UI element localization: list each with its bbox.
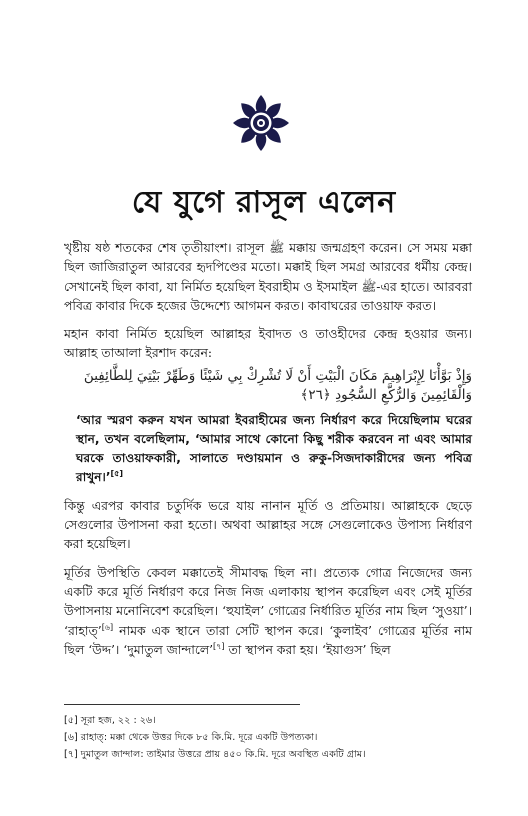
footnote-6: [৬] রাহাত্: মক্কা থেকে উত্তর দিকে ৮৫ কি.মি. দূরে একটি উপত্যকা।	[64, 732, 318, 743]
footnotes	[64, 712, 484, 763]
paragraph-4-part-1: মূর্তির উপস্থিতি কেবল মক্কাতেই সীমাবদ্ধ ছিল না। প্রত্যেক গোত্র নিজেদের জন্য একটি করে মূর্তি নির্ধারণ করে নিজ নিজ এলাকায় স্থাপন করেছিল এবং সেই মূর্তির উপাসনায় মনোনিবেশ করেছিল। ‘হুযাইল’ গোত্রের নির্ধারিত মূর্তির নাম ছিল ‘সুওয়া’। ‘রাহাত্’	[64, 564, 472, 638]
arabic-verse: وَإِذْ بَوَّأْنَا لِإِبْرَاهِيمَ مَكَانَ الْبَيْتِ أَنْ لَا تُشْرِكْ بِي شَيْئًا وَطَهِّرْ بَيْتِيَ لِلطَّائِفِينَ وَالْقَائِمِينَ وَالرُّكَّعِ السُّجُودِ ﴿٢٦﴾	[83, 367, 472, 403]
paragraph-3: কিন্তু এরপর কাবার চতুর্দিক ভরে যায় নানান মূর্তি ও প্রতিমায়। আল্লাহকে ছেড়ে সেগুলোর উপাসনা করা হতো। অথবা আল্লাহর সঙ্গে সেগুলোকেও উপাস্য নির্ধারণ করা হয়েছিল।	[64, 497, 472, 552]
lotus-ornament-icon	[232, 94, 290, 152]
paragraph-1: খৃষ্টীয় ষষ্ঠ শতকের শেষ তৃতীয়াংশ। রাসূল ﷺ মক্কায় জন্মগ্রহণ করেন। সে সময় মক্কা ছিল জাজিরাতুল আরবের হৃদপিণ্ডের মতো। মক্কাই ছিল সমগ্র আরবের ধর্মীয় কেন্দ্র। সেখানেই ছিল কাবা, যা নির্মিত হয়েছিল ইবরাহীম ও ইসমাইল ﷺ-এর হাতে। আরবরা পবিত্র কাবার দিকে হজের উদ্দেশ্যে আগমন করত। কাবাঘরের তাওয়াফ করত।	[64, 240, 472, 313]
footnote-ref-5[interactable]: [৫]	[110, 468, 124, 478]
chapter-title: যে যুগে রাসূল এলেন	[131, 185, 397, 220]
footnote-ref-6[interactable]: [৬]	[101, 622, 114, 632]
footnote-divider	[64, 704, 300, 705]
paragraph-4	[64, 563, 472, 659]
paragraph-2: মহান কাবা নির্মিত হয়েছিল আল্লাহর ইবাদত ও তাওহীদের কেন্দ্র হওয়ার জন্য। আল্লাহ তাআলা ইরশাদ করেন:	[64, 326, 472, 361]
body-text	[64, 238, 472, 668]
quote-translation	[76, 411, 472, 487]
paragraph-4-part-2: নামক এক স্থানে তারা সেটি স্থাপন করে। ‘কুলাইব’ গোত্রের মূর্তির নাম ছিল ‘উদ্দ’। ‘দুমাতুল জান্দালে’	[64, 622, 472, 657]
footnote-7: [৭] দুমাতুল জান্দাল: তাইমার উত্তরে প্রায় ৪৫০ কি.মি. দূরে অবস্থিত একটি গ্রাম।	[64, 749, 366, 760]
paragraph-4-part-3: তা স্থাপন করা হয়। ‘ইয়াগুস’ ছিল	[224, 641, 391, 657]
footnote-ref-7[interactable]: [৭]	[213, 641, 225, 651]
footnote-5: [৫] সূরা হজ, ২২ : ২৬।	[64, 715, 156, 726]
quote-text: ‘আর স্মরণ করুন যখন আমরা ইবরাহীমের জন্য নির্ধারণ করে দিয়েছিলাম ঘরের স্থান, তখন বলেছিলাম, ‘আমার সাথে কোনো কিছু শরীক করবেন না এবং আমার ঘরকে তাওয়াফকারী, সালাতে দণ্ডায়মান ও রুকু-সিজদাকারীদের জন্য পবিত্র রাখুন।’	[76, 412, 472, 484]
